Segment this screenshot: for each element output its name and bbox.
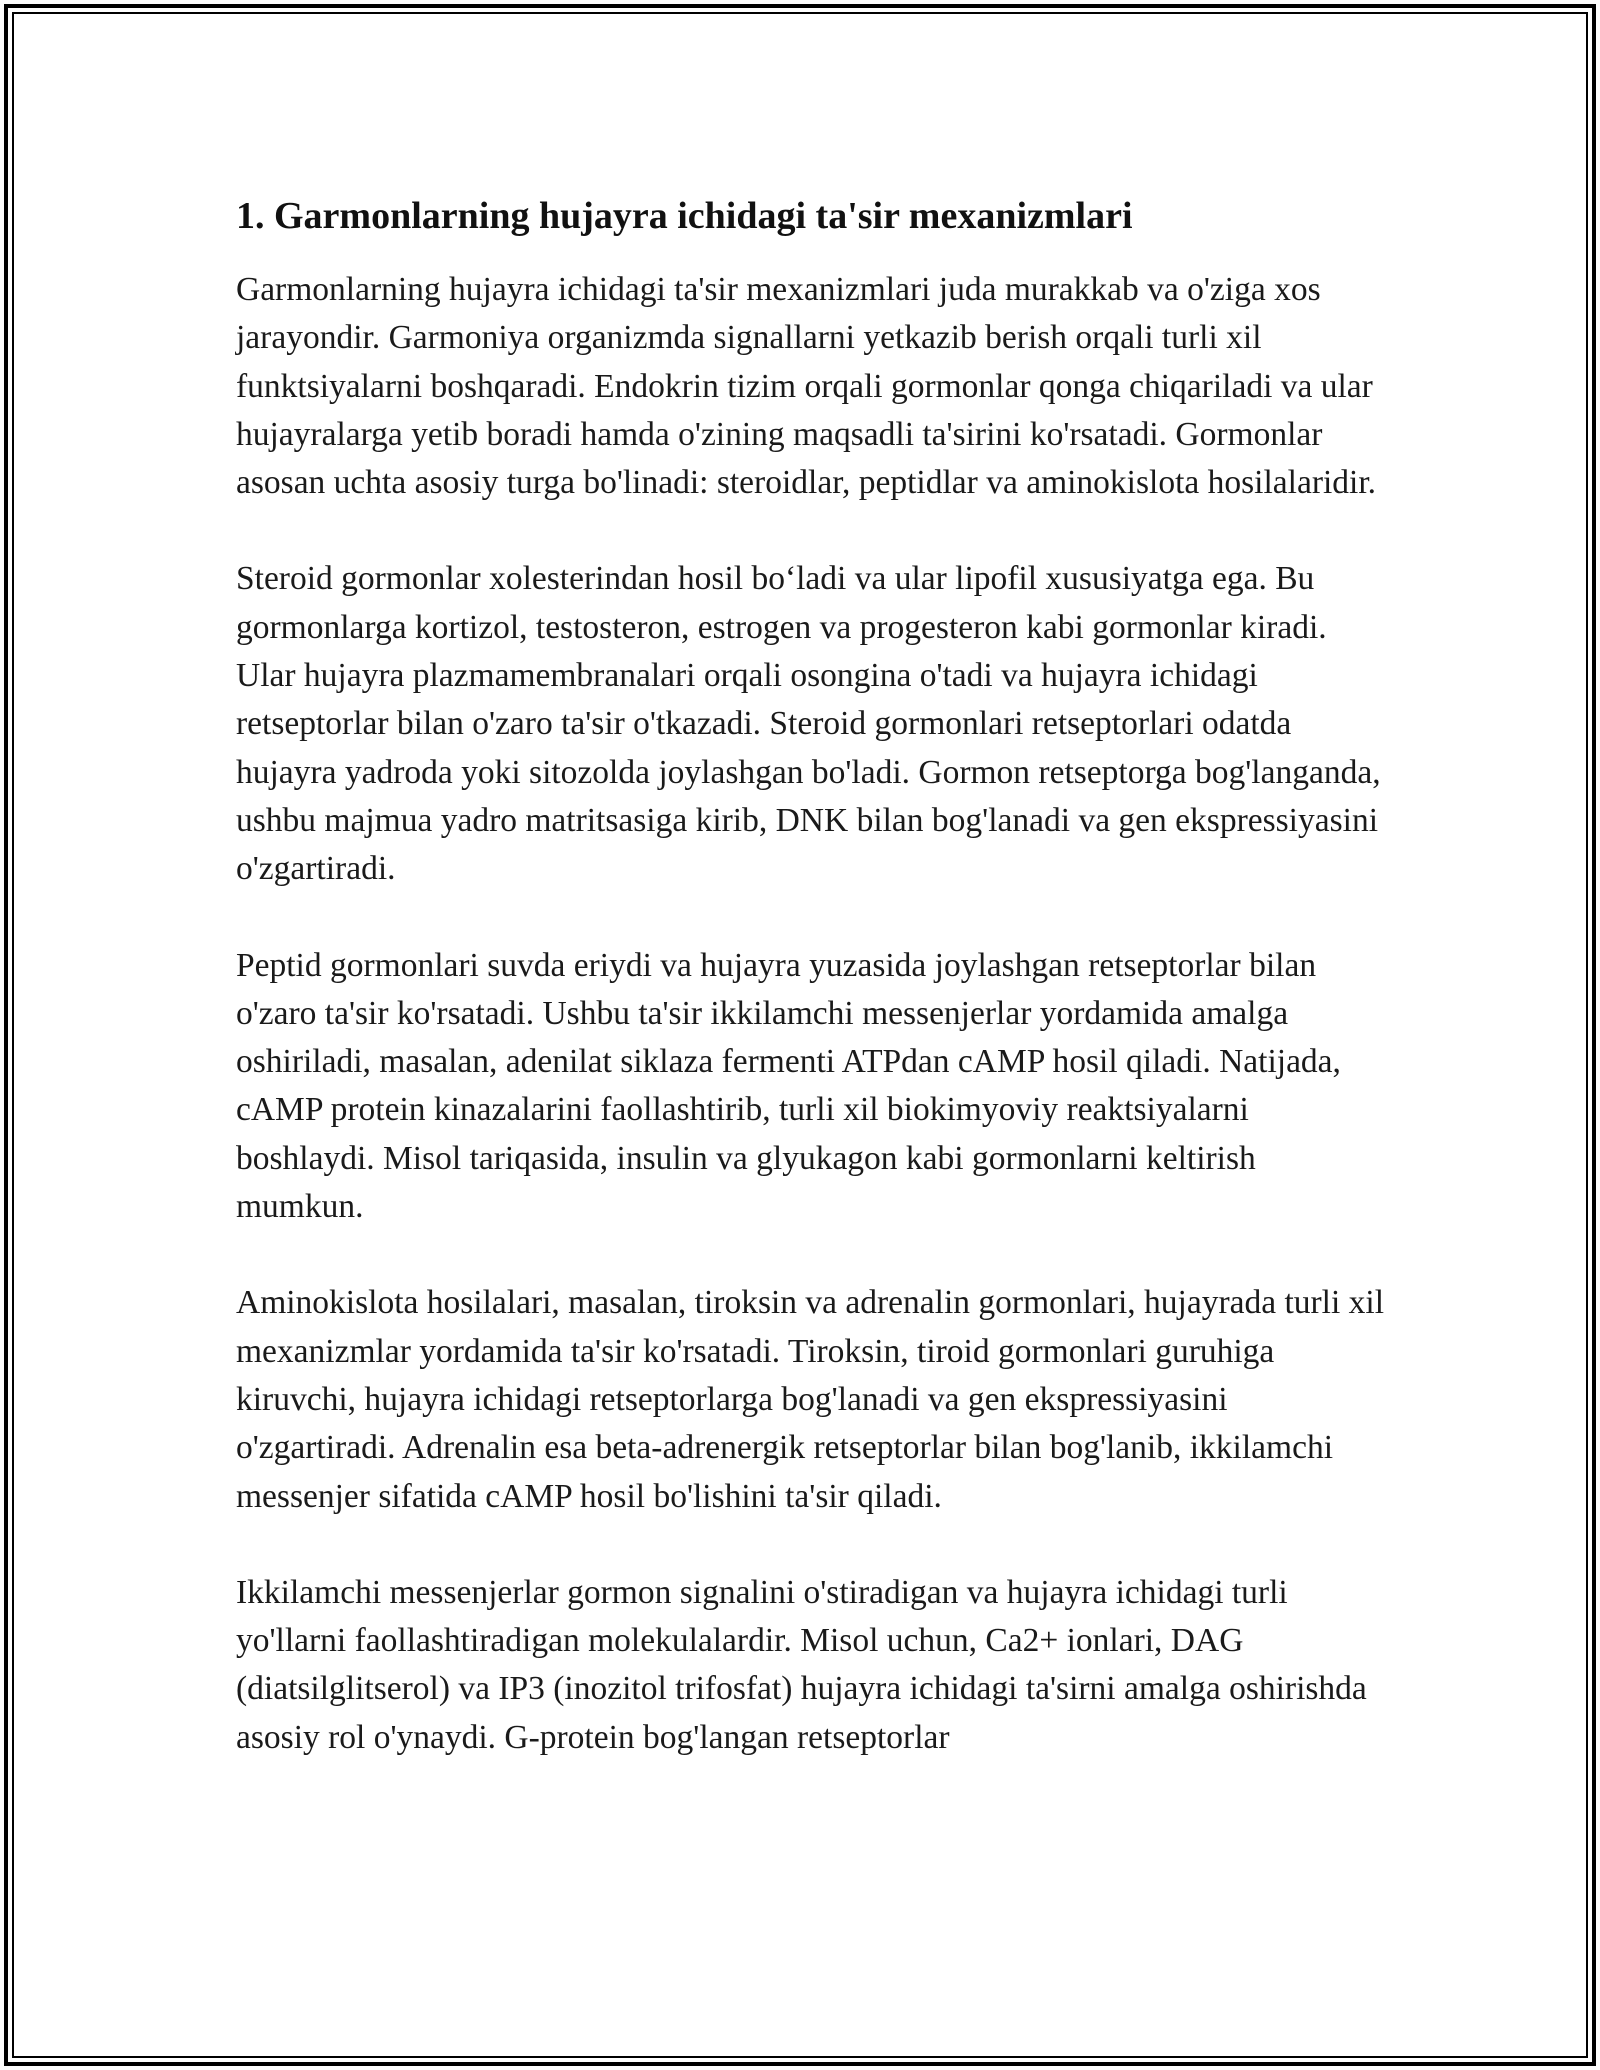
paragraph-steroid: Steroid gormonlar xolesterindan hosil bo‘ladi va ular lipofil xususiyatga ega. Bu gormonlarga kortizol, testosteron, estrogen va progesteron kabi gormonlar kiradi. Ular hujayra plazmamembranalari orqali osongina o'tadi va hujayra ichidagi retseptorlar bilan o'zaro ta'sir o'tkazadi. Steroid gormonlari retseptorlari odatda hujayra yadroda yoki sitozolda joylashgan bo'ladi. Gormon retseptorga bog'langanda, ushbu majmua yadro matritsasiga kirib, DNK bilan bog'lanadi va gen ekspressiyasini o'zgartiradi. [236,560,1381,888]
document-body [236,188,1386,1810]
paragraph-aminoacid: Aminokislota hosilalari, masalan, tiroksin va adrenalin gormonlari, hujayrada turli xil mexanizmlar yordamida ta'sir ko'rsatadi. Tiroksin, tiroid gormonlari guruhiga kiruvchi, hujayra ichidagi retseptorlarga bog'lanadi va gen ekspressiyasini o'zgartiradi. Adrenalin esa beta-adrenergik retseptorlar bilan bog'lanib, ikkilamchi messenjer sifatida cAMP hosil bo'lishini ta'sir qiladi. [236,1284,1385,1515]
paragraph-peptide: Peptid gormonlari suvda eriydi va hujayra yuzasida joylashgan retseptorlar bilan o'zaro ta'sir ko'rsatadi. Ushbu ta'sir ikkilamchi messenjerlar yordamida amalga oshiriladi, masalan, adenilat siklaza fermenti ATPdan cAMP hosil qiladi. Natijada, cAMP protein kinazalarini faollashtirib, turli xil biokimyoviy reaktsiyalarni boshlaydi. Misol tariqasida, insulin va glyukagon kabi gormonlarni keltirish mumkun. [236,946,1341,1226]
paragraph-intro: Garmonlarning hujayra ichidagi ta'sir mexanizmlari juda murakkab va o'ziga xos jarayondir. Garmoniya organizmda signallarni yetkazib berish orqali turli xil funktsiyalarni boshqaradi. Endokrin tizim orqali gormonlar qonga chiqariladi va ular hujayralarga yetib boradi hamda o'zining maqsadli ta'sirini ko'rsatadi. Gormonlar asosan uchta asosiy turga bo'linadi: steroidlar, peptidlar va aminokislota hosilalaridir. [236,271,1377,502]
paragraph-messengers: Ikkilamchi messenjerlar gormon signalini o'stiradigan va hujayra ichidagi turli yo'llarni faollashtiradigan molekulalardir. Misol uchun, Ca2+ ionlari, DAG (diatsilglitserol) va IP3 (inozitol trifosfat) hujayra ichidagi ta'sirni amalga oshirishda asosiy rol o'ynaydi. G-protein bog'langan retseptorlar [236,1573,1367,1756]
section-heading: 1. Garmonlarning hujayra ichidagi ta'sir mexanizmlari [236,195,1133,237]
